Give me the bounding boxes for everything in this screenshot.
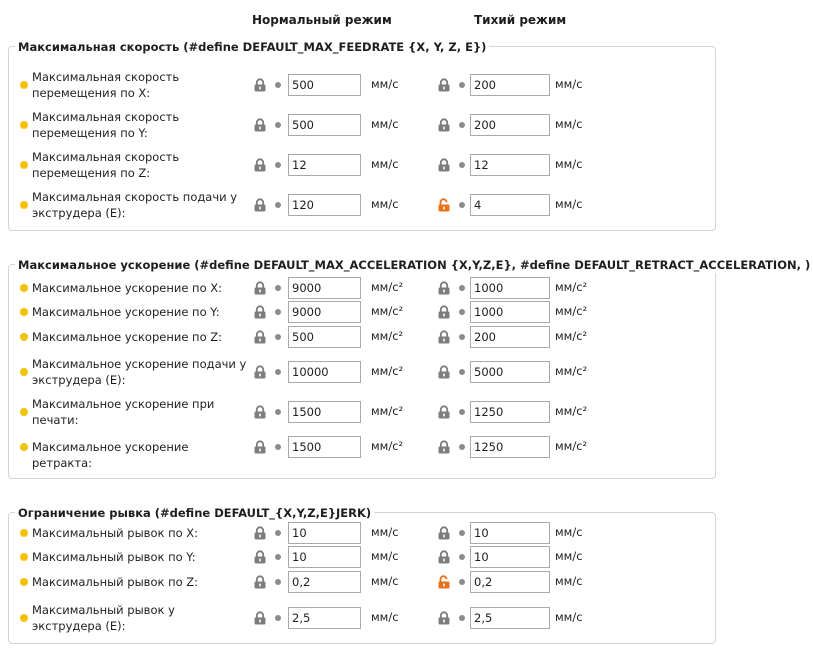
- default-indicator-icon: [459, 82, 465, 88]
- unit-label: мм/с²: [371, 404, 404, 418]
- default-indicator-icon: [459, 530, 465, 536]
- unit-label: мм/с²: [371, 304, 404, 318]
- setting-label: Максимальное ускорение подачи у экструдера (E):: [32, 357, 247, 387]
- status-bullet-icon: [20, 161, 28, 169]
- default-indicator-icon: [275, 409, 281, 415]
- unit-label: мм/с: [371, 574, 399, 588]
- silent-mode-input[interactable]: [470, 326, 550, 348]
- unit-label: мм/с: [555, 157, 583, 171]
- unit-label: мм/с: [555, 77, 583, 91]
- setting-label: Максимальный рывок по Z:: [32, 575, 199, 589]
- setting-label: Максимальная скорость перемещения по X:: [32, 70, 180, 100]
- silent-mode-input[interactable]: [470, 301, 550, 323]
- lock-icon[interactable]: [253, 365, 267, 379]
- status-bullet-icon: [20, 614, 28, 622]
- lock-icon[interactable]: [253, 281, 267, 295]
- status-bullet-icon: [20, 578, 28, 586]
- default-indicator-icon: [275, 554, 281, 560]
- lock-icon[interactable]: [253, 575, 267, 589]
- default-indicator-icon: [275, 309, 281, 315]
- default-indicator-icon: [275, 202, 281, 208]
- normal-mode-input[interactable]: [288, 571, 361, 593]
- lock-icon[interactable]: [437, 526, 451, 540]
- unit-label: мм/с: [555, 574, 583, 588]
- settings-group: [8, 40, 716, 231]
- unit-label: мм/с²: [371, 439, 404, 453]
- status-bullet-icon: [20, 333, 28, 341]
- default-indicator-icon: [459, 554, 465, 560]
- lock-icon[interactable]: [437, 365, 451, 379]
- unit-label: мм/с²: [555, 439, 588, 453]
- settings-group: [8, 506, 716, 644]
- unit-label: мм/с²: [371, 280, 404, 294]
- unit-label: мм/с: [371, 549, 399, 563]
- lock-icon[interactable]: [253, 78, 267, 92]
- default-indicator-icon: [459, 122, 465, 128]
- setting-label: Максимальный рывок у экструдера (E):: [32, 603, 175, 633]
- default-indicator-icon: [275, 334, 281, 340]
- silent-mode-header: Тихий режим: [474, 13, 567, 27]
- unit-label: мм/с: [555, 525, 583, 539]
- status-bullet-icon: [20, 121, 28, 129]
- default-indicator-icon: [275, 285, 281, 291]
- group-title: Ограничение рывка (#define DEFAULT_{X,Y,Z,E}JERK): [15, 505, 374, 521]
- unit-label: мм/с: [371, 525, 399, 539]
- silent-mode-input[interactable]: [470, 546, 550, 568]
- default-indicator-icon: [275, 530, 281, 536]
- silent-mode-input[interactable]: [470, 194, 550, 216]
- silent-mode-input[interactable]: [470, 522, 550, 544]
- default-indicator-icon: [459, 579, 465, 585]
- default-indicator-icon: [459, 444, 465, 450]
- settings-group: [8, 258, 811, 479]
- status-bullet-icon: [20, 81, 28, 89]
- silent-mode-input[interactable]: [470, 607, 550, 629]
- unit-label: мм/с: [555, 117, 583, 131]
- default-indicator-icon: [275, 615, 281, 621]
- unit-label: мм/с: [371, 117, 399, 131]
- setting-label: Максимальная скорость подачи у экструдера (E):: [32, 190, 238, 220]
- default-indicator-icon: [459, 285, 465, 291]
- normal-mode-input[interactable]: [288, 277, 361, 299]
- normal-mode-input[interactable]: [288, 361, 361, 383]
- unit-label: мм/с: [555, 197, 583, 211]
- lock-icon[interactable]: [437, 440, 451, 454]
- normal-mode-input[interactable]: [288, 301, 361, 323]
- default-indicator-icon: [459, 202, 465, 208]
- setting-label: Максимальное ускорение по Y:: [32, 305, 220, 319]
- lock-icon[interactable]: [253, 305, 267, 319]
- status-bullet-icon: [20, 284, 28, 292]
- normal-mode-input[interactable]: [288, 436, 361, 458]
- lock-icon[interactable]: [253, 330, 267, 344]
- unit-label: мм/с²: [555, 304, 588, 318]
- unit-label: мм/с²: [371, 364, 404, 378]
- status-bullet-icon: [20, 408, 28, 416]
- normal-mode-input[interactable]: [288, 194, 361, 216]
- lock-icon[interactable]: [437, 78, 451, 92]
- normal-mode-input[interactable]: [288, 607, 361, 629]
- setting-label: Максимальный рывок по Y:: [32, 550, 196, 564]
- lock-icon[interactable]: [437, 405, 451, 419]
- default-indicator-icon: [459, 334, 465, 340]
- lock-icon[interactable]: [253, 158, 267, 172]
- unit-label: мм/с: [371, 157, 399, 171]
- status-bullet-icon: [20, 553, 28, 561]
- default-indicator-icon: [275, 122, 281, 128]
- status-bullet-icon: [20, 529, 28, 537]
- setting-label: Максимальное ускорение ретракта:: [32, 440, 189, 470]
- lock-icon[interactable]: [253, 550, 267, 564]
- default-indicator-icon: [275, 82, 281, 88]
- normal-mode-header: Нормальный режим: [252, 13, 392, 27]
- normal-mode-input[interactable]: [288, 74, 361, 96]
- default-indicator-icon: [275, 579, 281, 585]
- unlock-icon[interactable]: [437, 198, 451, 212]
- normal-mode-input[interactable]: [288, 326, 361, 348]
- lock-icon[interactable]: [253, 405, 267, 419]
- unlock-icon[interactable]: [437, 575, 451, 589]
- normal-mode-input[interactable]: [288, 522, 361, 544]
- lock-icon[interactable]: [437, 118, 451, 132]
- normal-mode-input[interactable]: [288, 401, 361, 423]
- lock-icon[interactable]: [253, 198, 267, 212]
- group-title: Максимальное ускорение (#define DEFAULT_MAX_ACCELERATION {X,Y,Z,E}, #define DEFAULT_RETRACT_ACCELERATION, ): [15, 257, 813, 273]
- setting-label: Максимальное ускорение по Z:: [32, 330, 223, 344]
- status-bullet-icon: [20, 201, 28, 209]
- lock-icon[interactable]: [437, 158, 451, 172]
- unit-label: мм/с: [371, 77, 399, 91]
- setting-label: Максимальная скорость перемещения по Z:: [32, 150, 180, 180]
- unit-label: мм/с: [555, 610, 583, 624]
- silent-mode-input[interactable]: [470, 361, 550, 383]
- unit-label: мм/с: [371, 197, 399, 211]
- lock-icon[interactable]: [253, 526, 267, 540]
- default-indicator-icon: [459, 309, 465, 315]
- default-indicator-icon: [459, 162, 465, 168]
- unit-label: мм/с: [555, 549, 583, 563]
- setting-label: Максимальный рывок по X:: [32, 526, 199, 540]
- lock-icon[interactable]: [437, 550, 451, 564]
- lock-icon[interactable]: [253, 118, 267, 132]
- unit-label: мм/с²: [555, 280, 588, 294]
- status-bullet-icon: [20, 368, 28, 376]
- silent-mode-input[interactable]: [470, 436, 550, 458]
- normal-mode-input[interactable]: [288, 114, 361, 136]
- default-indicator-icon: [275, 369, 281, 375]
- lock-icon[interactable]: [437, 305, 451, 319]
- default-indicator-icon: [275, 162, 281, 168]
- silent-mode-input[interactable]: [470, 114, 550, 136]
- status-bullet-icon: [20, 443, 28, 451]
- default-indicator-icon: [275, 444, 281, 450]
- default-indicator-icon: [459, 615, 465, 621]
- silent-mode-input[interactable]: [470, 401, 550, 423]
- normal-mode-input[interactable]: [288, 546, 361, 568]
- setting-label: Максимальная скорость перемещения по Y:: [32, 110, 180, 140]
- unit-label: мм/с²: [555, 404, 588, 418]
- lock-icon[interactable]: [437, 611, 451, 625]
- lock-icon[interactable]: [437, 281, 451, 295]
- unit-label: мм/с²: [555, 364, 588, 378]
- silent-mode-input[interactable]: [470, 154, 550, 176]
- lock-icon[interactable]: [253, 611, 267, 625]
- lock-icon[interactable]: [253, 440, 267, 454]
- setting-label: Максимальное ускорение при печати:: [32, 397, 215, 427]
- unit-label: мм/с²: [555, 329, 588, 343]
- normal-mode-input[interactable]: [288, 154, 361, 176]
- group-title: Максимальная скорость (#define DEFAULT_MAX_FEEDRATE {X, Y, Z, E}): [15, 39, 489, 55]
- lock-icon[interactable]: [437, 330, 451, 344]
- status-bullet-icon: [20, 308, 28, 316]
- default-indicator-icon: [459, 409, 465, 415]
- silent-mode-input[interactable]: [470, 74, 550, 96]
- silent-mode-input[interactable]: [470, 277, 550, 299]
- unit-label: мм/с: [371, 610, 399, 624]
- setting-label: Максимальное ускорение по X:: [32, 281, 223, 295]
- silent-mode-input[interactable]: [470, 571, 550, 593]
- unit-label: мм/с²: [371, 329, 404, 343]
- default-indicator-icon: [459, 369, 465, 375]
